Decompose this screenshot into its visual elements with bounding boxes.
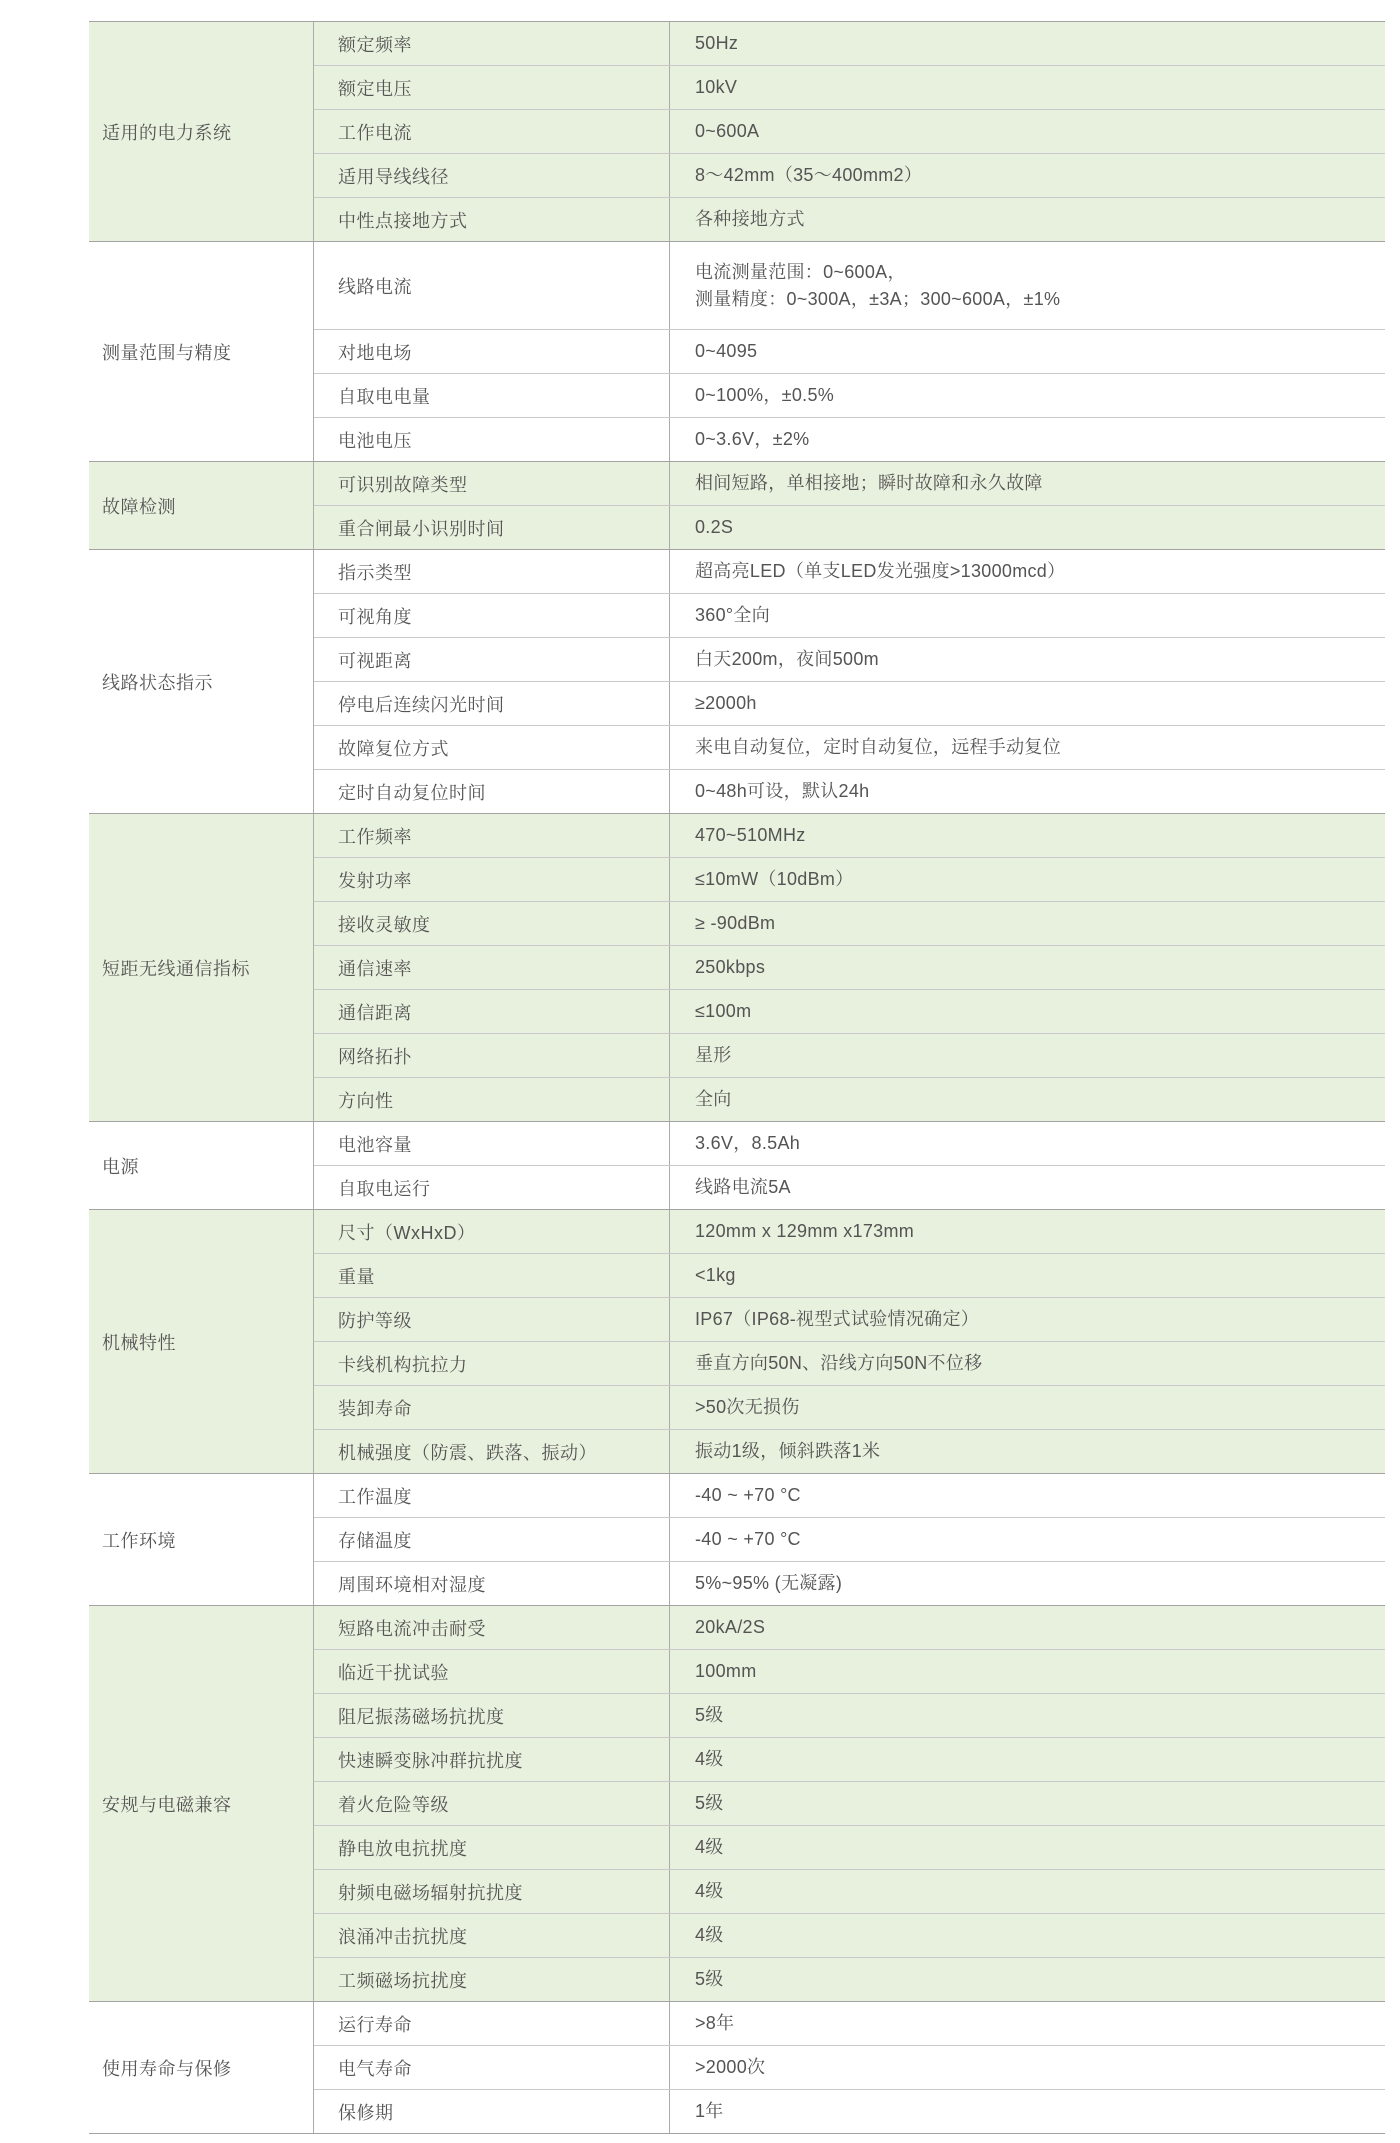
spec-row [314, 1957, 1385, 2001]
param-cell: 停电后连续闪光时间 [314, 682, 670, 725]
spec-row [314, 1737, 1385, 1781]
spec-row [314, 417, 1385, 461]
param-cell: 自取电电量 [314, 374, 670, 417]
param-cell: 重量 [314, 1254, 670, 1297]
param-cell: 临近干扰试验 [314, 1650, 670, 1693]
spec-section [89, 241, 1385, 461]
rows-column [314, 1474, 1385, 1605]
param-cell: 电池电压 [314, 418, 670, 461]
value-cell: IP67（IP68-视型式试验情况确定） [695, 1309, 980, 1329]
value-cell: 各种接地方式 [695, 209, 805, 229]
param-cell: 防护等级 [314, 1298, 670, 1341]
spec-row [314, 945, 1385, 989]
param-cell: 射频电磁场辐射抗扰度 [314, 1870, 670, 1913]
value-cell: 0~4095 [695, 341, 758, 361]
param-cell: 自取电运行 [314, 1166, 670, 1209]
param-cell: 对地电场 [314, 330, 670, 373]
rows-column [314, 1606, 1385, 2001]
param-cell: 通信距离 [314, 990, 670, 1033]
value-cell: ≤10mW（10dBm） [695, 869, 854, 889]
param-cell: 装卸寿命 [314, 1386, 670, 1429]
param-cell: 可视距离 [314, 638, 670, 681]
spec-row [314, 1869, 1385, 1913]
param-cell: 可识别故障类型 [314, 462, 670, 505]
spec-row [314, 857, 1385, 901]
param-cell: 周围环境相对湿度 [314, 1562, 670, 1605]
param-cell: 线路电流 [314, 242, 670, 329]
spec-row [314, 2045, 1385, 2089]
spec-row [314, 550, 1385, 593]
value-cell: 20kA/2S [695, 1617, 766, 1637]
param-cell: 运行寿命 [314, 2002, 670, 2045]
spec-row [314, 373, 1385, 417]
spec-row [314, 109, 1385, 153]
spec-row [314, 1122, 1385, 1165]
value-cell: 250kbps [695, 957, 766, 977]
rows-column [314, 2002, 1385, 2133]
spec-row [314, 1165, 1385, 1209]
value-cell: 5%~95% (无凝露) [695, 1573, 843, 1593]
spec-row [314, 1606, 1385, 1649]
param-cell: 工作电流 [314, 110, 670, 153]
value-cell: -40 ~ +70 °C [695, 1485, 801, 1505]
category-cell: 线路状态指示 [89, 550, 314, 813]
spec-row [314, 593, 1385, 637]
value-cell: 白天200m，夜间500m [695, 649, 879, 669]
value-cell: 超高亮LED（单支LED发光强度>13000mcd） [695, 561, 1066, 581]
spec-section [89, 461, 1385, 549]
rows-column [314, 814, 1385, 1121]
value-cell: ≥2000h [695, 693, 757, 713]
spec-row [314, 505, 1385, 549]
spec-row [314, 681, 1385, 725]
value-cell: 全向 [695, 1089, 732, 1109]
param-cell: 方向性 [314, 1078, 670, 1121]
param-cell: 静电放电抗扰度 [314, 1826, 670, 1869]
param-cell: 适用导线线径 [314, 154, 670, 197]
value-cell: 振动1级，倾斜跌落1米 [695, 1441, 881, 1461]
spec-row [314, 2002, 1385, 2045]
spec-row [314, 1429, 1385, 1473]
param-cell: 网络拓扑 [314, 1034, 670, 1077]
param-cell: 尺寸（WxHxD） [314, 1210, 670, 1253]
param-cell: 指示类型 [314, 550, 670, 593]
spec-row [314, 1517, 1385, 1561]
spec-section [89, 549, 1385, 813]
param-cell: 额定电压 [314, 66, 670, 109]
spec-row [314, 1033, 1385, 1077]
spec-row [314, 1253, 1385, 1297]
spec-row [314, 1210, 1385, 1253]
value-cell: 0.2S [695, 517, 734, 537]
spec-row [314, 1561, 1385, 1605]
value-cell: 0~3.6V，±2% [695, 429, 810, 449]
category-cell: 机械特性 [89, 1210, 314, 1473]
spec-row [314, 1913, 1385, 1957]
spec-row [314, 153, 1385, 197]
value-cell: 0~600A [695, 121, 760, 141]
spec-row [314, 769, 1385, 813]
param-cell: 电池容量 [314, 1122, 670, 1165]
param-cell: 快速瞬变脉冲群抗扰度 [314, 1738, 670, 1781]
param-cell: 着火危险等级 [314, 1782, 670, 1825]
value-cell: 5级 [695, 1705, 724, 1725]
param-cell: 保修期 [314, 2090, 670, 2133]
value-cell: 50Hz [695, 33, 739, 53]
param-cell: 短路电流冲击耐受 [314, 1606, 670, 1649]
value-cell: >50次无损伤 [695, 1397, 800, 1417]
rows-column [314, 550, 1385, 813]
value-cell: 4级 [695, 1837, 724, 1857]
value-cell: 线路电流5A [695, 1177, 791, 1197]
spec-table [89, 21, 1385, 2134]
param-cell: 额定频率 [314, 22, 670, 65]
spec-row [314, 22, 1385, 65]
value-cell: ≤100m [695, 1001, 752, 1021]
category-cell: 故障检测 [89, 462, 314, 549]
value-cell: 3.6V，8.5Ah [695, 1133, 801, 1153]
spec-row [314, 242, 1385, 329]
param-cell: 可视角度 [314, 594, 670, 637]
spec-row [314, 637, 1385, 681]
param-cell: 电气寿命 [314, 2046, 670, 2089]
spec-row [314, 1825, 1385, 1869]
spec-row [314, 814, 1385, 857]
spec-row [314, 725, 1385, 769]
param-cell: 浪涌冲击抗扰度 [314, 1914, 670, 1957]
spec-row [314, 989, 1385, 1033]
spec-section [89, 1121, 1385, 1209]
value-cell: 470~510MHz [695, 825, 806, 845]
param-cell: 卡线机构抗拉力 [314, 1342, 670, 1385]
value-cell: 8～42mm（35～400mm2） [695, 165, 923, 185]
spec-row [314, 1385, 1385, 1429]
param-cell: 工作温度 [314, 1474, 670, 1517]
category-cell: 工作环境 [89, 1474, 314, 1605]
rows-column [314, 1210, 1385, 1473]
param-cell: 通信速率 [314, 946, 670, 989]
value-cell: ≥ -90dBm [695, 913, 776, 933]
spec-section [89, 1605, 1385, 2001]
category-cell: 测量范围与精度 [89, 242, 314, 461]
param-cell: 故障复位方式 [314, 726, 670, 769]
value-cell: 0~100%，±0.5% [695, 385, 835, 405]
category-cell: 短距无线通信指标 [89, 814, 314, 1121]
spec-row [314, 1649, 1385, 1693]
spec-section [89, 21, 1385, 241]
spec-row [314, 1474, 1385, 1517]
param-cell: 重合闸最小识别时间 [314, 506, 670, 549]
rows-column [314, 462, 1385, 549]
param-cell: 工频磁场抗扰度 [314, 1958, 670, 2001]
rows-column [314, 1122, 1385, 1209]
param-cell: 接收灵敏度 [314, 902, 670, 945]
value-cell: 5级 [695, 1969, 724, 1989]
value-cell: 10kV [695, 77, 738, 97]
value-cell [670, 242, 1385, 329]
value-cell: <1kg [695, 1265, 736, 1285]
spec-section [89, 813, 1385, 1121]
param-cell: 阻尼振荡磁场抗扰度 [314, 1694, 670, 1737]
value-cell: 星形 [695, 1045, 732, 1065]
spec-row [314, 1781, 1385, 1825]
category-cell: 电源 [89, 1122, 314, 1209]
param-cell: 发射功率 [314, 858, 670, 901]
category-cell: 安规与电磁兼容 [89, 1606, 314, 2001]
spec-row [314, 197, 1385, 241]
value-cell: 4级 [695, 1749, 724, 1769]
spec-section [89, 1473, 1385, 1605]
value-cell: 1年 [695, 2101, 724, 2121]
rows-column [314, 242, 1385, 461]
value-cell: 0~48h可设，默认24h [695, 781, 870, 801]
spec-section [89, 2001, 1385, 2133]
value-cell: 相间短路，单相接地；瞬时故障和永久故障 [695, 473, 1043, 493]
spec-row [314, 462, 1385, 505]
spec-row [314, 1297, 1385, 1341]
value-cell: -40 ~ +70 °C [695, 1529, 801, 1549]
value-cell: >8年 [695, 2013, 735, 2033]
value-cell: 100mm [695, 1661, 757, 1681]
spec-row [314, 1341, 1385, 1385]
value-line: 测量精度：0~300A，±3A；300~600A，±1% [695, 288, 1061, 309]
value-cell: 4级 [695, 1925, 724, 1945]
param-cell: 工作频率 [314, 814, 670, 857]
value-cell: 4级 [695, 1881, 724, 1901]
spec-row [314, 65, 1385, 109]
category-cell: 使用寿命与保修 [89, 2002, 314, 2133]
value-cell: 360°全向 [695, 605, 771, 625]
param-cell: 存储温度 [314, 1518, 670, 1561]
param-cell: 中性点接地方式 [314, 198, 670, 241]
rows-column [314, 22, 1385, 241]
spec-row [314, 1077, 1385, 1121]
spec-row [314, 901, 1385, 945]
value-line: 电流测量范围：0~600A， [695, 261, 906, 282]
param-cell: 机械强度（防震、跌落、振动） [314, 1430, 670, 1473]
value-cell: 5级 [695, 1793, 724, 1813]
spec-row [314, 329, 1385, 373]
spec-section [89, 1209, 1385, 1473]
param-cell: 定时自动复位时间 [314, 770, 670, 813]
spec-row [314, 1693, 1385, 1737]
spec-row [314, 2089, 1385, 2133]
value-cell: 来电自动复位，定时自动复位，远程手动复位 [695, 737, 1061, 757]
value-cell: 120mm x 129mm x173mm [695, 1221, 915, 1241]
value-cell: 垂直方向50N、沿线方向50N不位移 [695, 1353, 983, 1373]
category-cell: 适用的电力系统 [89, 22, 314, 241]
value-cell: >2000次 [695, 2057, 766, 2077]
